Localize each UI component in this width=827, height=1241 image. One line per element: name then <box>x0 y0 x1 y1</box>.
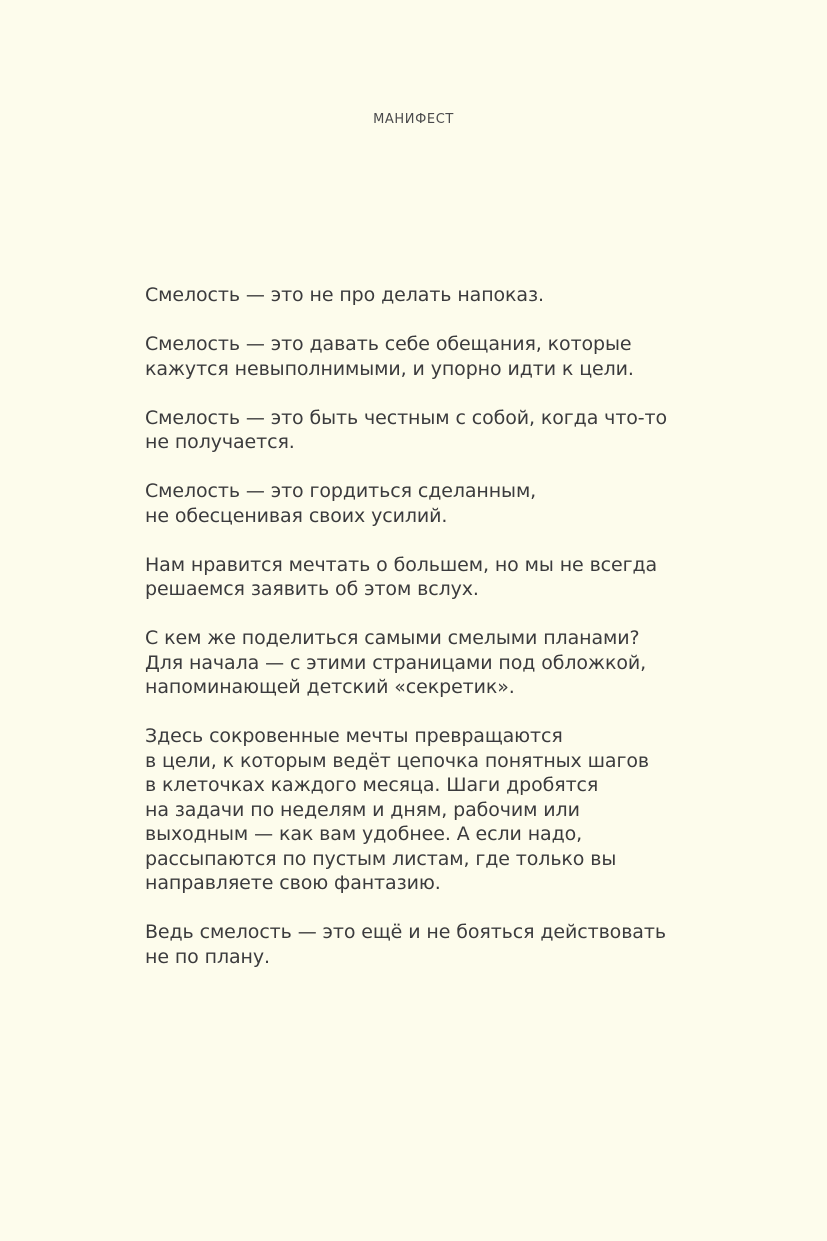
paragraph <box>145 626 705 700</box>
text-line: не по плану. <box>145 945 270 968</box>
text-line: напоминающей детский «секретик». <box>145 676 515 698</box>
paragraph <box>145 406 705 455</box>
text-line: Смелость — это не про делать напоказ. <box>145 284 544 306</box>
text-line: решаемся заявить об этом вслух. <box>145 578 479 600</box>
text-line: направляете свою фантазию. <box>145 872 441 894</box>
text-line: рассыпаются по пустым листам, где только вы <box>145 847 617 870</box>
text-line: не получается. <box>145 431 295 453</box>
text-line: Нам нравится мечтать о большем, но мы не всегда <box>145 553 658 576</box>
manifest-text <box>145 283 705 994</box>
text-line: на задачи по неделям и дням, рабочим или <box>145 798 580 821</box>
text-line: С кем же поделиться самыми смелыми планами? <box>145 627 640 649</box>
text-line: не обесценивая своих усилий. <box>145 504 448 527</box>
paragraph <box>145 479 705 528</box>
text-line: Смелость — это давать себе обещания, которые <box>145 333 632 355</box>
paragraph <box>145 920 705 969</box>
text-line: выходным — как вам удобнее. А если надо, <box>145 823 583 845</box>
text-line: в клеточках каждого месяца. Шаги дробятся <box>145 774 599 796</box>
text-line: кажутся невыполнимыми, и упорно идти к цели. <box>145 357 634 380</box>
text-line: Ведь смелость — это ещё и не бояться действовать <box>145 921 666 943</box>
paragraph <box>145 283 705 308</box>
text-line: в цели, к которым ведёт цепочка понятных шагов <box>145 749 649 772</box>
text-line: Смелость — это гордиться сделанным, <box>145 480 537 502</box>
page-title: МАНИФЕСТ <box>373 112 454 127</box>
paragraph <box>145 332 705 381</box>
text-line: Для начала — с этими страницами под обложкой, <box>145 651 647 674</box>
text-line: Смелость — это быть честным с собой, когда что-то <box>145 406 668 429</box>
paragraph <box>145 724 705 896</box>
paragraph <box>145 553 705 602</box>
text-line: Здесь сокровенные мечты превращаются <box>145 725 563 747</box>
